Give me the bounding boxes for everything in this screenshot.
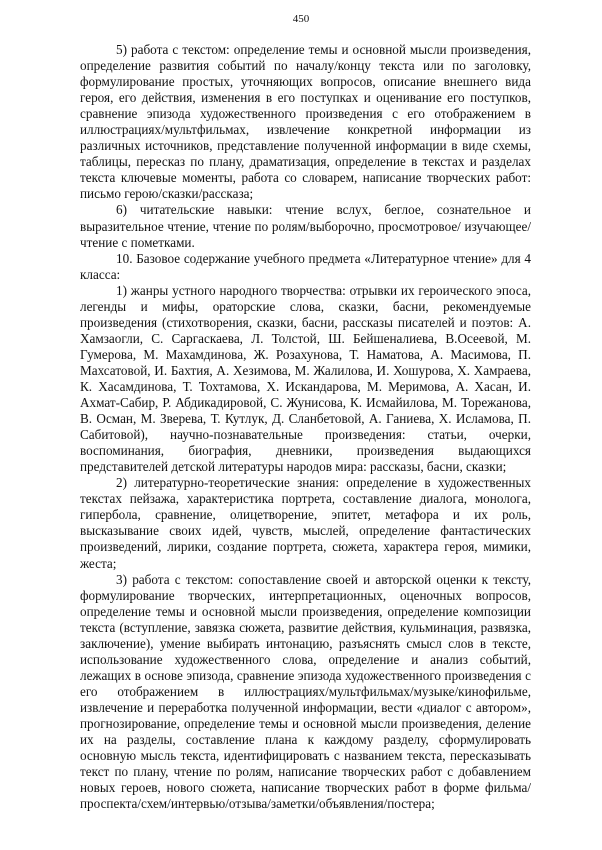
- section-heading-grade4: 10. Базовое содержание учебного предмета «Литературное чтение» для 4 класса:: [80, 250, 531, 282]
- paragraph-text-work-grade4: 3) работа с текстом: сопоставление своей и авторской оценки к тексту, формулирование творческих, интерпретационных, оценочных вопросов, определение темы и основной мысли произведения, определение композиции текста (вступление, завязка сюжета, развитие действия, кульминация, развязка, заключение), умение выбирать интонацию, разъяснять смысл слов в тексте, использование художественного слова, определение и анализ событий, лежащих в основе эпизода, сравнение эпизода художественного произведения с его отображением в иллюстрациях/мультфильмах/музыке/кинофильме, извлечение и переработка полученной информации, вести «диалог с автором», прогнозирование, определение темы и основной мысли произведения, деление их на разделы, составление плана к каждому разделу, сформулировать основную мысль текста, идентифицировать с названием текста, пересказывать текст по плану, чтение по ролям, написание творческих работ с добавлением новых героев, нового сюжета, написание творческих работ в форме фильма/проспекта/схем/интервью/отзыва/заметки/объявления/постера;: [80, 571, 531, 812]
- paragraph-folk-genres: 1) жанры устного народного творчества: отрывки их героического эпоса, легенды и мифы, ораторские слова, сказки, басни, рекомендуемые произведения (стихотворения, сказки, басни, рассказы писателей и поэтов: А. Хамзаогли, С. Саргаскаева, Л. Толстой, Ш. Бейшеналиева, В.Осеевой, М. Гумерова, М. Махамдинова, Ж. Розахунова, Т. Наматова, А. Масимова, П. Махсатовой, И. Бахтия, А. Хезимова, М. Жалилова, И. Хошурова, Х. Хамраева, К. Хасамдинова, Т. Тохтамова, Х. Искандарова, М. Меримова, А. Хасан, И. Ахмат-Сабир, Р. Абдикадировой, С. Жунисова, К. Исмайилова, М. Торежанова, В. Осман, М. Зверева, Т. Кутлук, Д. Сланбетовой, А. Ганиева, Х. Исламова, П. Сабитовой), научно-познавательные произведения: статьи, очерки, воспоминания, биография, дневники, произведения выдающихся представителей детской литературы народов мира: рассказы, басни, сказки;: [80, 282, 531, 475]
- paragraph-text-work-grade3: 5) работа с текстом: определение темы и основной мысли произведения, определение развития событий по началу/концу текста или по заголовку, формулирование простых, уточняющих вопросов, описание внешнего вида героя, его действия, изменения в его поступках и оценивание его поступков, сравнение эпизода художественного произведения с его отображением в иллюстрациях/мультфильмах, извлечение конкретной информации из различных источников, представление полученной информации в виде схемы, таблицы, пересказ по плану, драматизация, определение в текстах и разделах текста ключевые моменты, работа со словарем, написание творческих работ: письмо герою/сказки/рассказа;: [80, 42, 531, 202]
- paragraph-reading-skills: 6) читательские навыки: чтение вслух, беглое, сознательное и выразительное чтение, чтение по ролям/выборочно, просмотровое/ изучающее/чтение с пометками.: [80, 202, 531, 250]
- document-body: [80, 42, 531, 812]
- page-number: 450: [292, 13, 310, 25]
- paragraph-literary-theory: 2) литературно-теоретические знания: определение в художественных текстах пейзажа, характеристика портрета, составление диалога, монолога, гипербола, сравнение, олицетворение, эпитет, метафора и их роль, высказывание своих идей, чувств, мыслей, определение фантастических произведений, лирики, создание портрета, сюжета, характера героя, мимики, жеста;: [80, 475, 531, 571]
